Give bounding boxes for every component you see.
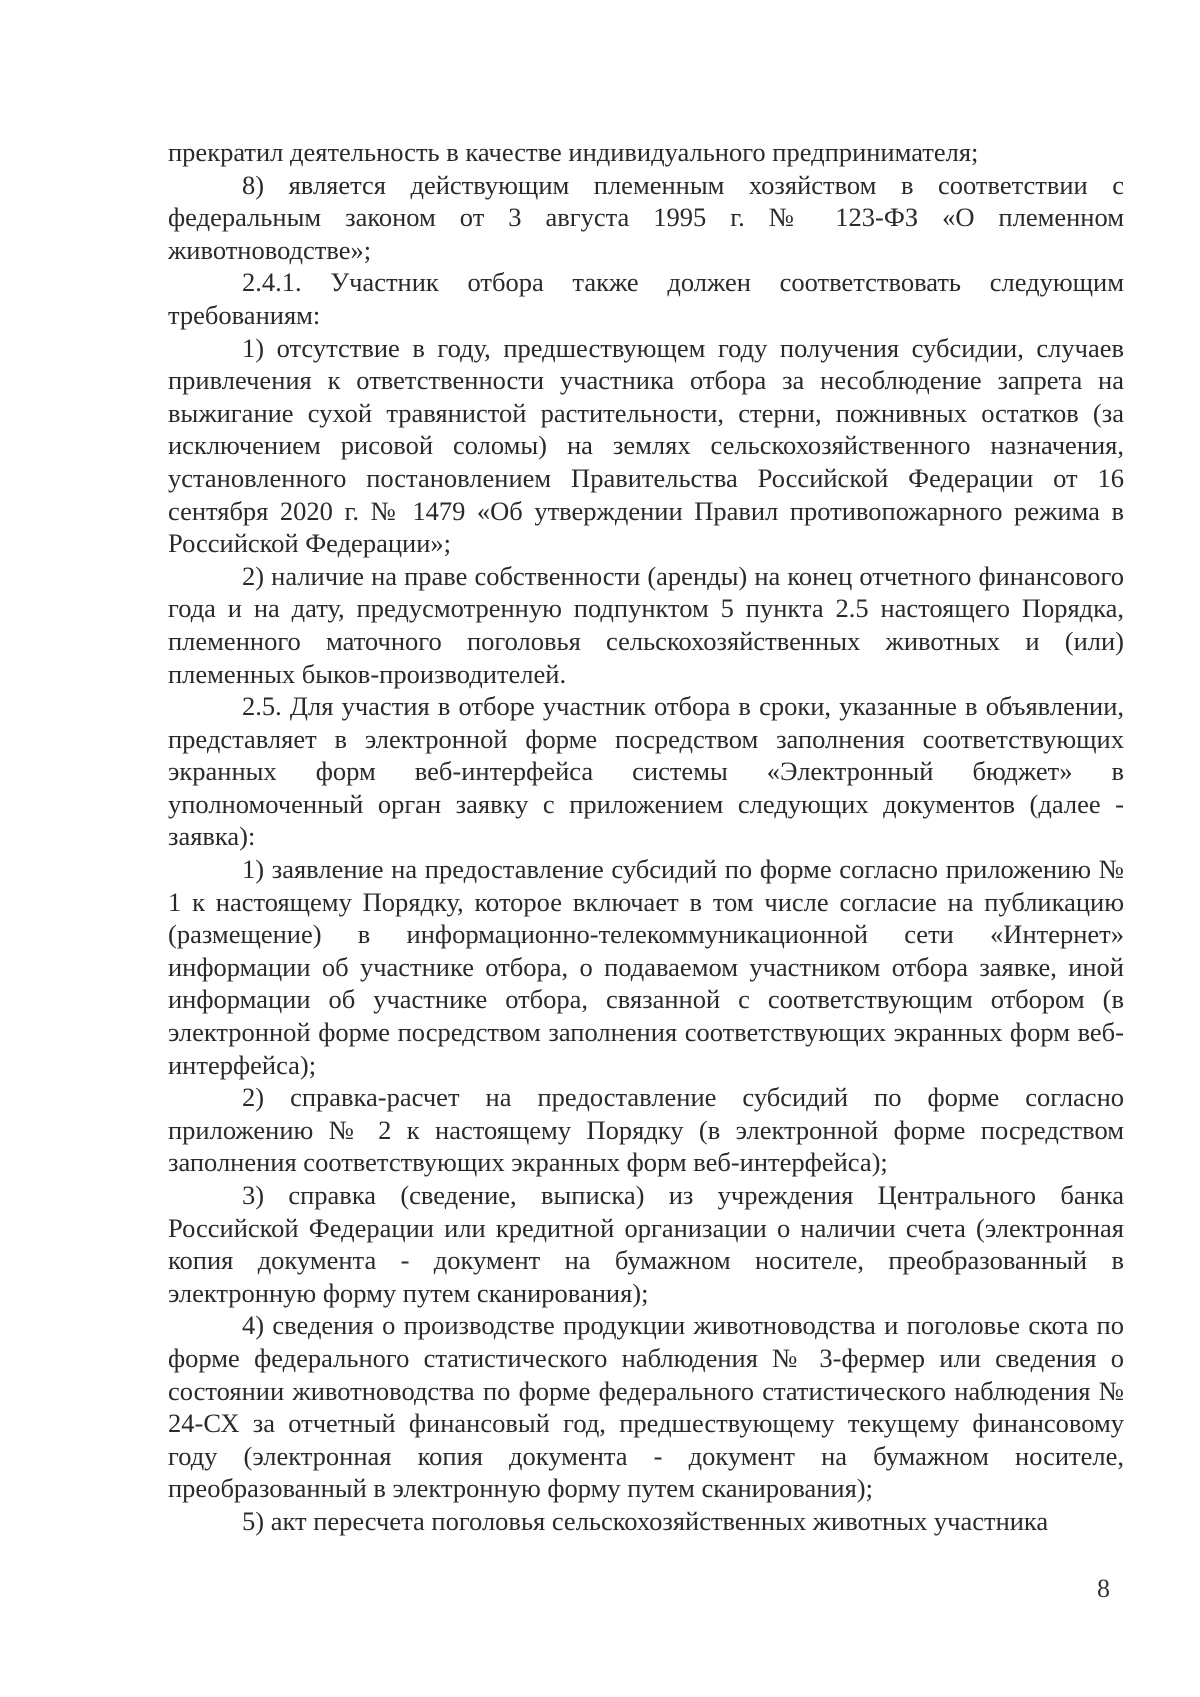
document-body [168,136,1124,1538]
paragraph-clause-2-5: 2.5. Для участия в отборе участник отбора в сроки, указанные в объявлении, представляет в электронной форме посредством заполнения соответствующих экранных форм веб-интерфейса системы «Электронный бюджет» в уполномоченный орган заявку с приложением следующих документов (далее - заявка): [168,691,1124,852]
paragraph-requirement-1: 1) отсутствие в году, предшествующем году получения субсидии, случаев привлечения к ответственности участника отбора за несоблюдение запрета на выжигание сухой травянистой растительности, стерни, пожнивных остатков (за исключением рисовой соломы) на землях сельскохозяйственного назначения, установленного постановлением Правительства Российской Федерации от 16 сентября 2020 г. № 1479 «Об утверждении Правил противопожарного режима в Российской Федерации»; [168,332,1124,559]
page-number: 8 [1097,1574,1110,1603]
paragraph-continuation: прекратил деятельность в качестве индивидуального предпринимателя; [168,137,979,167]
paragraph-requirement-2: 2) наличие на праве собственности (аренды) на конец отчетного финансового года и на дату, предусмотренную подпунктом 5 пункта 2.5 настоящего Порядка, племенного маточного поголовья сельскохозяйственных животных и (или) племенных быков-производителей. [168,560,1124,689]
paragraph-document-1: 1) заявление на предоставление субсидий по форме согласно приложению № 1 к настоящему Порядку, которое включает в том числе согласие на публикацию (размещение) в информационно-телекоммуникационной сети «Интернет» информации об участнике отбора, о подаваемом участником отбора заявке, иной информации об участнике отбора, связанной с соответствующим отбором (в электронной форме посредством заполнения соответствующих экранных форм веб-интерфейса); [168,854,1124,1080]
paragraph-document-3: 3) справка (сведение, выписка) из учреждения Центрального банка Российской Федерации или кредитной организации о наличии счета (электронная копия документа - документ на бумажном носителе, преобразованный в электронную форму путем сканирования); [168,1180,1124,1308]
paragraph-document-5: 5) акт пересчета поголовья сельскохозяйственных животных участника [242,1505,1049,1536]
paragraph-clause-2-4-1: 2.4.1. Участник отбора также должен соответствовать следующим требованиям: [168,267,1124,330]
paragraph-document-2: 2) справка-расчет на предоставление субсидий по форме согласно приложению № 2 к настоящему Порядку (в электронной форме посредством заполнения соответствующих экранных форм веб-интерфейса); [168,1082,1124,1178]
paragraph-item-8: 8) является действующим племенным хозяйством в соответствии с федеральным законом от 3 августа 1995 г. № 123-ФЗ «О племенном животноводстве»; [168,169,1124,265]
paragraph-document-4: 4) сведения о производстве продукции животноводства и поголовье скота по форме федерального статистического наблюдения № 3-фермер или сведения о состоянии животноводства по форме федерального статистического наблюдения № 24-СХ за отчетный финансовый год, предшествующему текущему финансовому году (электронная копия документа - документ на бумажном носителе, преобразованный в электронную форму путем сканирования); [168,1310,1124,1504]
